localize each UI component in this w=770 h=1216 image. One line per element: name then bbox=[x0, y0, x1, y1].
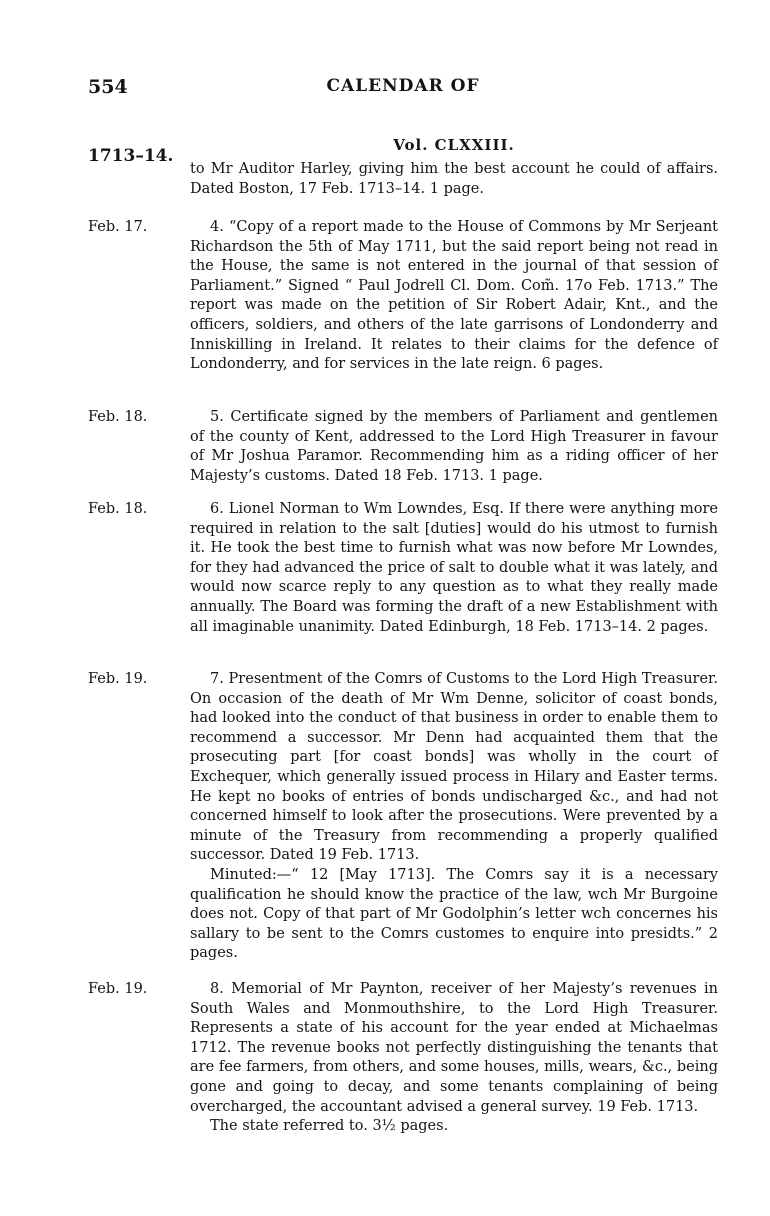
entry-text: 6. Lionel Norman to Wm Lowndes, Esq. If there were anything more required in relation to the salt [duties] would do his utmost to furnish it. He took the best time to furnish what was now before Mr Lowndes, for they had advanced the price of salt to double what it was lately, and would now scarce reply to any question as to what they really made annually. The Board was forming the draft of a new Establishment with all imaginable unanimity. Dated Edinburgh, 18 Feb. 1713–14. 2 pages. bbox=[190, 501, 718, 635]
entry-text: 4. “Copy of a report made to the House of Commons by Mr Serjeant Richardson the 5th of May 1711, but the said report being not read in the House, the same is not entered in the journal of that session of Parliament.” Signed “ Paul Jodrell Cl. Dom. Com̃. 17o Feb. 1713.” The report was made on the petition of Sir Robert Adair, Knt., and the officers, soldiers, and others of the late garrisons of Londonderry and Inniskilling in Ireland. It relates to their claims for the defence of Londonderry, and for services in the late reign. 6 pages. bbox=[190, 219, 718, 373]
continuation-paragraph bbox=[190, 160, 718, 199]
volume-heading: Vol. CLXXIII. bbox=[393, 136, 515, 154]
entry-note: The state referred to. 3½ pages. bbox=[210, 1118, 449, 1135]
page-header bbox=[88, 76, 718, 106]
entry-4 bbox=[88, 218, 718, 375]
entry-date: Feb. 17. bbox=[88, 219, 148, 235]
entry-5 bbox=[88, 408, 718, 486]
entry-text: 8. Memorial of Mr Paynton, receiver of her Majesty’s revenues in South Wales and Monmouthshire, to the Lord High Treasurer. Represents a state of his account for the year ended at Michaelmas 1712. The revenue books not perfectly distinguishing the tenants that are fee farmers, from others, and some houses, mills, wears, &c., being gone and going to decay, and some tenants complaining of being overcharged, the accountant advised a general survey. 19 Feb. 1713. bbox=[190, 981, 718, 1115]
entry-text: 5. Certificate signed by the members of Parliament and gentlemen of the county of Kent, addressed to the Lord High Treasurer in favour of Mr Joshua Paramor. Recommending him as a riding officer of her Majesty’s customs. Dated 18 Feb. 1713. 1 page. bbox=[190, 409, 718, 484]
running-title: CALENDAR OF bbox=[326, 76, 480, 96]
entry-date: Feb. 18. bbox=[88, 409, 148, 425]
entry-date: Feb. 18. bbox=[88, 501, 148, 517]
entry-7 bbox=[88, 670, 718, 964]
entry-text: 7. Presentment of the Comrs of Customs to the Lord High Treasurer. On occasion of the death of Mr Wm Denne, solicitor of coast bonds, had looked into the conduct of that business in order to enable them to recommend a successor. Mr Denn had acquainted them that the prosecuting part [for coast bonds] was wholly in the court of Exchequer, which generally issued process in Hilary and Easter terms. He kept no books of entries of bonds undischarged &c., and had not concerned himself to look after the prosecutions. Were prevented by a minute of the Treasury from recommending a properly qualified successor. Dated 19 Feb. 1713. bbox=[190, 671, 718, 864]
margin-year: 1713–14. bbox=[88, 146, 174, 166]
entry-8 bbox=[88, 980, 718, 1137]
entry-6 bbox=[88, 500, 718, 637]
continuation-text: to Mr Auditor Harley, giving him the best account he could of affairs. Dated Boston, 17 Feb. 1713–14. 1 page. bbox=[190, 161, 718, 197]
page-number: 554 bbox=[88, 76, 128, 98]
entry-minute: Minuted:—“ 12 [May 1713]. The Comrs say it is a necessary qualification he should know the practice of the law, wch Mr Burgoine does not. Copy of that part of Mr Godolphin’s letter wch concernes his sallary to be sent to the Comrs customes to enquire into presidts.” 2 pages. bbox=[190, 866, 718, 962]
entry-date: Feb. 19. bbox=[88, 981, 148, 997]
entry-date: Feb. 19. bbox=[88, 671, 148, 687]
